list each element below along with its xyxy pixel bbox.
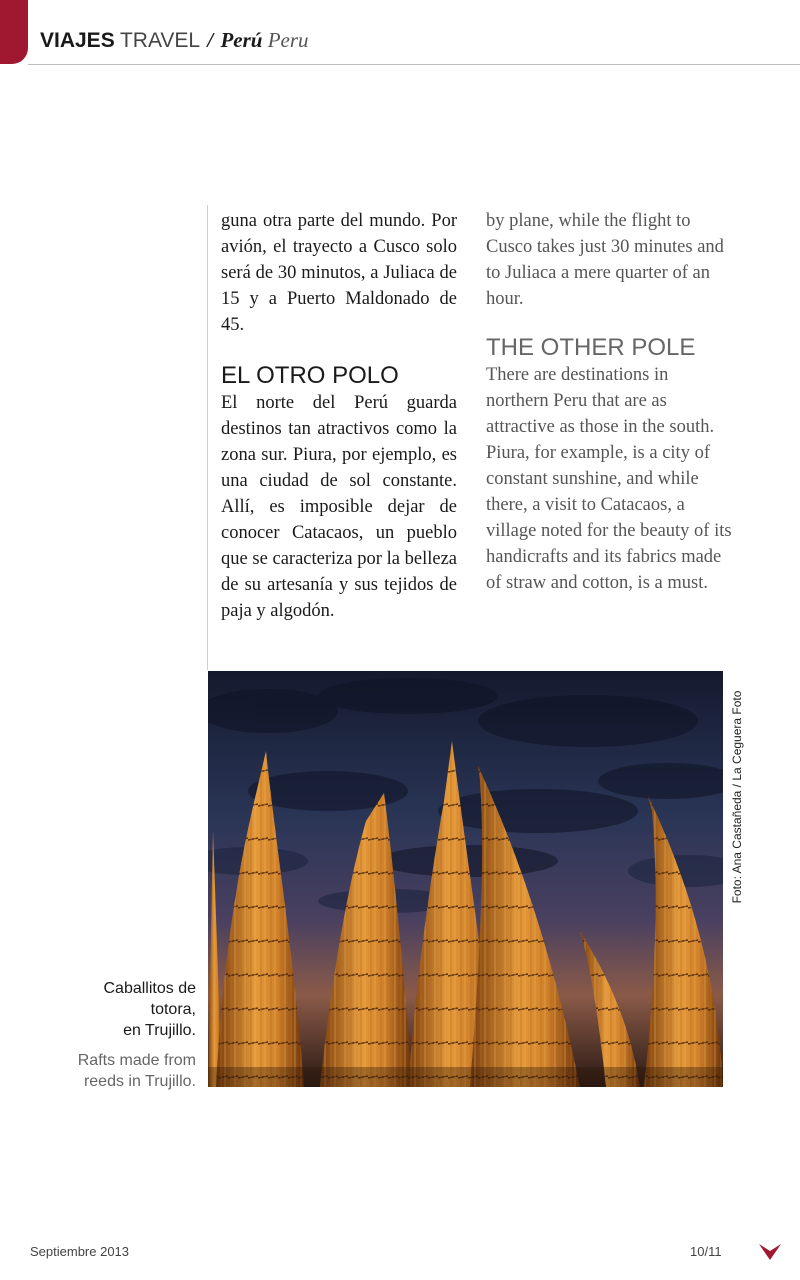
article-paragraph-es-1: guna otra parte del mundo. Por avión, el trayecto a Cusco solo será de 30 minutos, a Juliaca de 15 y a Puerto Maldonado de 45. <box>221 211 457 335</box>
header-divider <box>28 64 800 65</box>
article-column-es <box>221 208 457 624</box>
header-separator: / <box>207 28 214 52</box>
article-heading-en: THE OTHER POLE <box>486 334 696 361</box>
column-divider <box>207 205 208 670</box>
photo-credit <box>727 671 747 923</box>
caption-en-line: reeds in Trujillo. <box>83 1073 196 1090</box>
section-subtitle-en: Peru <box>267 28 309 52</box>
article-column-en <box>486 208 734 596</box>
section-header <box>40 28 309 56</box>
article-paragraph-en-2: There are destinations in northern Peru that are as attractive as those in the south. Piura, for example, is a city of constant sunshine, and while there, a visit to Catacaos, a village noted for the beauty of its handicrafts and its fabrics made of straw and cotton, is a must. <box>486 365 732 593</box>
section-title-es: VIAJES <box>40 29 115 52</box>
article-paragraph-es-2: El norte del Perú guarda destinos tan atractivos como la zona sur. Piura, por ejemplo, es una ciudad de sol constante. Allí, es imposible dejar de conocer Catacaos, un pueblo que se caracteriza por la belleza de su artesanía y sus tejidos de paja y algodón. <box>221 393 457 621</box>
photo-credit-text: Foto: Ana Castañeda / La Ceguera Foto <box>730 690 744 904</box>
caption-en-line: Rafts made from <box>77 1052 196 1069</box>
caption-es-line: Caballitos de <box>103 980 196 997</box>
page-number: 10/11 <box>690 1244 722 1259</box>
chevron-down-icon[interactable] <box>758 1243 782 1261</box>
section-title-en: TRAVEL <box>119 29 201 52</box>
caption-es-line: en Trujillo. <box>123 1022 196 1039</box>
section-tab-marker <box>0 0 28 64</box>
article-heading-es: EL OTRO POLO <box>221 362 399 389</box>
caption-es-line: totora, <box>150 1001 196 1018</box>
article-paragraph-en-1: by plane, while the flight to Cusco takes just 30 minutes and to Juliaca a mere quarter of an hour. <box>486 211 724 309</box>
photo-caption-en <box>78 1050 196 1092</box>
photo-caption-es <box>104 978 197 1041</box>
section-subtitle-es: Perú <box>220 28 263 52</box>
reed-boats-photo <box>208 671 723 1087</box>
issue-date: Septiembre 2013 <box>30 1244 130 1259</box>
